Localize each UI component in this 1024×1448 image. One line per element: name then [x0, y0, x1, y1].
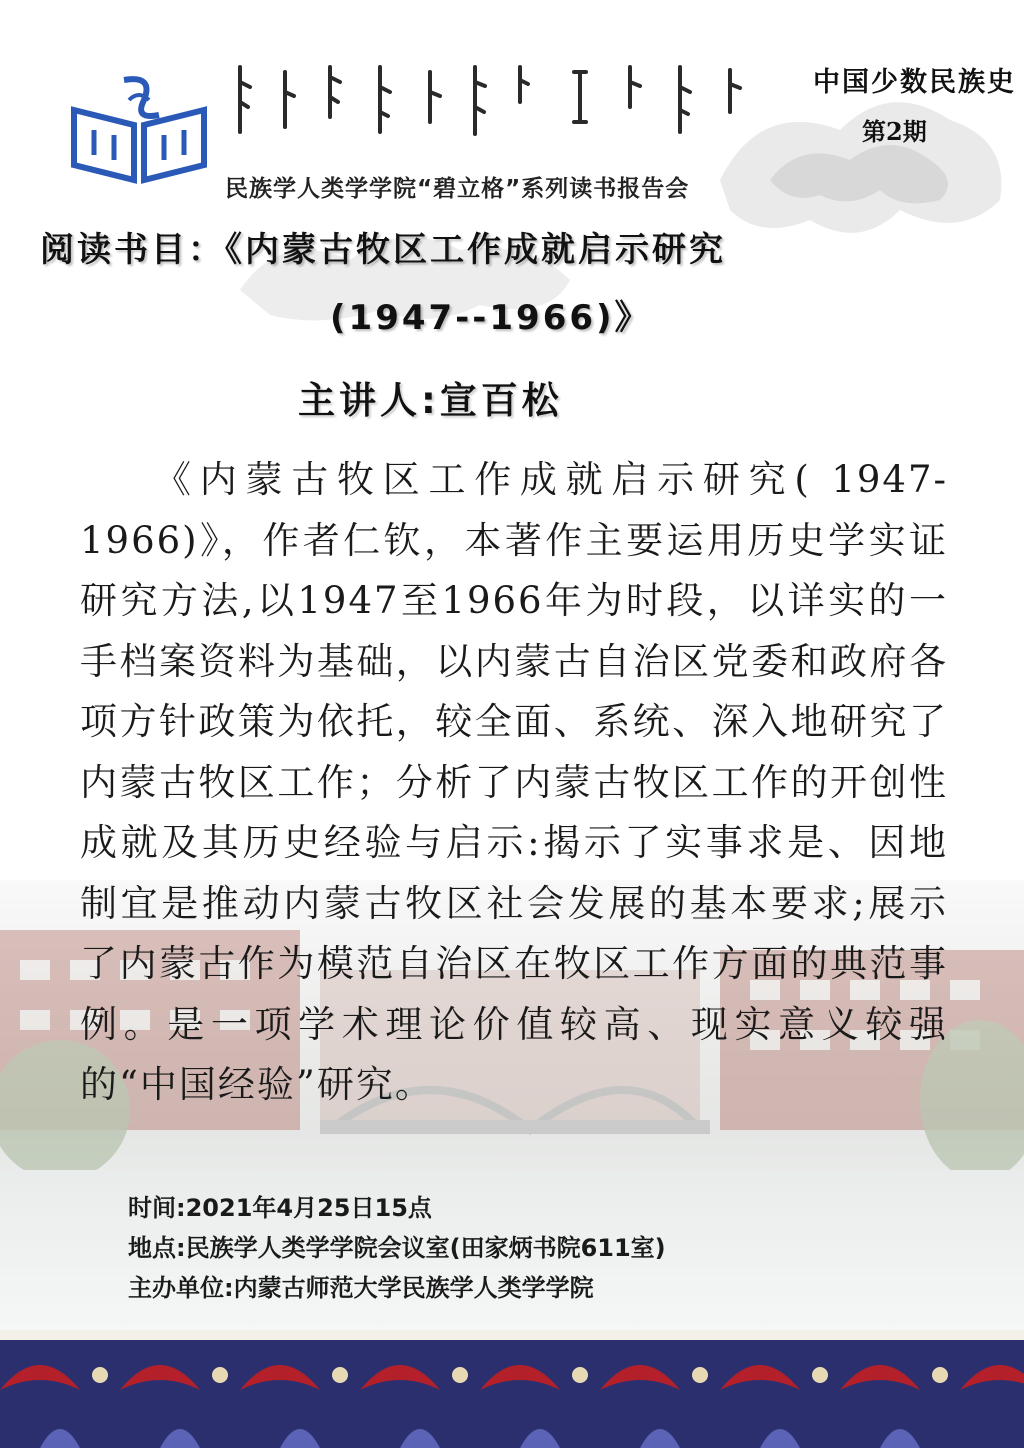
event-place: 地点:民族学人类学学院会议室(田家炳书院611室) — [128, 1234, 666, 1262]
event-time: 时间:2021年4月25日15点 — [128, 1194, 432, 1222]
book-title-line1: 阅读书目：《内蒙古牧区工作成就启示研究 — [40, 230, 726, 270]
cloud-pattern-border-icon — [0, 1330, 1024, 1448]
ornamental-border-band — [0, 1330, 1024, 1448]
issue-number: 第2期 — [862, 117, 927, 146]
open-book-logo-icon — [64, 70, 214, 190]
series-title: 民族学人类学学院“碧立格”系列读书报告会 — [225, 176, 690, 202]
speaker-name: 主讲人:宣百松 — [298, 379, 563, 422]
book-description: 《内蒙古牧区工作成就启示研究( 1947-1966)》，作者仁钦，本著作主要运用历史学实证研究方法,以1947至1966年为时段，以详实的一手档案资料为基础，以内蒙古自治区党委和政府各项方针政策为依托，较全面、系统、深入地研究了内蒙古牧区工作；分析了内蒙古牧区工作的开创性成就及其历史经验与启示:揭示了实事求是、因地制宜是推动内蒙古牧区社会发展的基本要求;展示了内蒙古作为模范自治区在牧区工作方面的典范事例。是一项学术理论价值较高、现实意义较强的“中国经验”研究。 — [80, 458, 948, 1106]
event-info — [128, 1188, 928, 1308]
event-organizer: 主办单位:内蒙古师范大学民族学人类学学院 — [128, 1274, 594, 1302]
book-title-line2: (1947--1966)》 — [330, 298, 652, 338]
mongolian-script-title — [230, 62, 750, 142]
corner-title: 中国少数民族史 — [813, 67, 1016, 98]
